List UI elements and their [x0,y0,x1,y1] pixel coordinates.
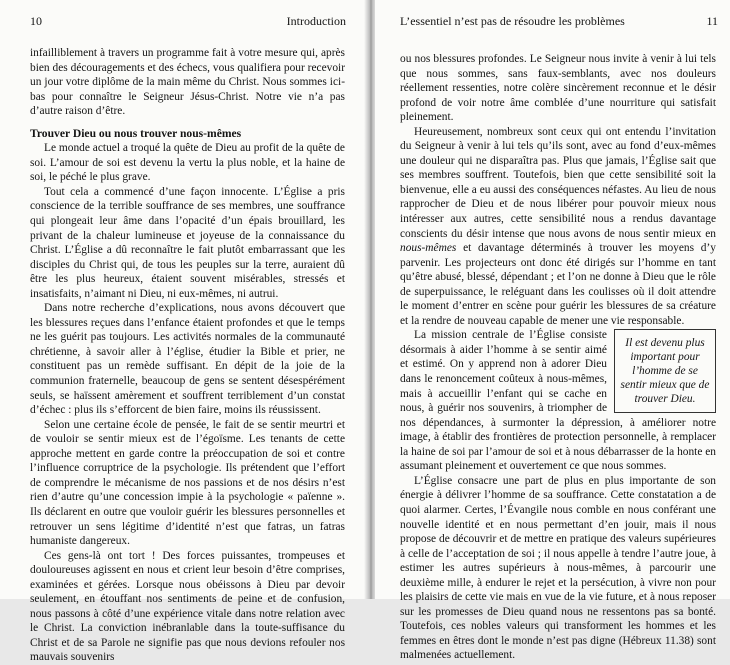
paragraph: Dans notre recherche d’explications, nous avons découvert que les blessures reçues dans l’enfance étaient profondes et que le temps ne les guérit pas toujours. Les activités normales de la communauté chrétienne, à savoir aller à l’église, étudier la Bible et prier, ne constituent pas un remède suffisant. En dépit de la joie de la communion fraternelle, beaucoup de gens se sentent désespérément seuls, se haïssent amèrement et souffrent terriblement d’un constat d’échec : plus ils s’efforcent de bien faire, moins ils réussissent. [30,302,345,417]
paragraph [400,125,716,329]
paragraph: La mission centrale de l’Église consiste désormais à aider l’homme à se sentir aimé et estimé. On y apprend non à adorer Dieu dans le renoncement coûteux à nous-mêmes, mais à accueillir l’enfant qui se cache en nous, à guérir nos souvenirs, à triompher de nos dépendances, à surmonter la dépression, à améliorer notre image, à établir des frontières de protection personnelle, à remplacer la haine de soi par l’amour de soi et à nous débarrasser de la honte en assumant pleinement et ouvertement ce que nous sommes. [400,329,716,473]
paragraph-text: et davantage déterminés à trouver les moyens d’y parvenir. Les projecteurs ont donc été dirigés sur l’homme en tant qu’être abusé, blessé, dépendant ; et l’on ne donne à Dieu que le rôle de superpuissance, le reléguant dans les coulisses où il doit attendre le moment d’entrer en scène pour guérir les blessures de sa créature et la rendre de nouveau capable de mener une vie responsable. [400,242,716,327]
section-heading: Trouver Dieu ou nous trouver nous-mêmes [30,126,242,140]
paragraph: L’Église consacre une part de plus en plus importante de son énergie à délivrer l’homme de sa souffrance. Cette constatation a de quoi alarmer. Certes, l’Évangile nous comble en nous conférant une nouvelle identité et en nous permettant d’en jouir, mais il nous propose de découvrir et de mettre en pratique des valeurs supérieures à celle de l’acceptation de soi ; il nous appelle à tendre l’autre joue, à estimer les autres supérieurs à nous-mêmes, à parcourir une deuxième mille, à endurer le rejet et la persécution, à vivre non pour les plaisirs de cette vie mais en vue de la vie future, et à nous reposer sur les promesses de Dieu quand nous ne ressentons pas sa bonté. Toutefois, ces nobles valeurs qui transforment les hommes et les femmes en êtres dont le monde n’est pas digne (Hébreux 11.38) sont malmenées actuellement. [400,474,716,662]
left-page-number: 10 [30,14,42,28]
paragraph-text: Heureusement, nombreux sont ceux qui ont entendu l’invitation du Seigneur à venir à lui tels qu’ils sont, avec au fond d’eux-mêmes une douleur qui ne disparaîtra pas. Plus que jamais, l’Église sait que ses membres souffrent. Toutefois, bien que cette sensibilité soit la bienvenue, elle a eu aussi des conséquences néfastes. Au lieu de nous rapprocher de Dieu et de nous libérer pour pouvoir mieux nous intéresser aux autres, cette sensibilité nous a rendus davantage conscients du désir intense que nous avons de nous sentir mieux en [400,125,716,240]
paragraph: Tout cela a commencé d’une façon innocente. L’Église a pris conscience de la terrible souffrance de ses membres, une souffrance qui plongeait leur âme dans l’opacité d’un épais brouillard, les privant de la chaleur lumineuse et joyeuse de la connaissance du Christ. L’Église a dû reconnaître le fait plutôt embarrassant que les disciples du Christ qui, de tous les peuples sur la terre, auraient dû être les plus heureux, étaient souvent misérables, stressés et insatisfaits, n’aimant ni Dieu, ni eux-mêmes, ni autrui. [30,185,345,300]
right-page [375,0,730,662]
paragraph: Le monde actuel a troqué la quête de Dieu au profit de la quête de soi. L’amour de soi est devenu la vertu la plus noble, et la haine de soi, le péché le plus grave. [30,142,345,184]
paragraph: Ces gens-là ont tort ! Des forces puissantes, trompeuses et douloureuses agissent en nous et crient leur besoin d’être comprises, examinées et gérées. Lorsque nous obéissons à Dieu par devoir seulement, en étouffant nos sentiments de peine et de confusion, nous passons à côté d’une expérience vitale dans notre relation avec le Christ. La conviction inébranlable dans la toute-suffisance du Christ et de sa Parole ne signifie pas que nous devions refouler nos mauvais souvenirs [30,549,345,664]
paragraph: infailliblement à travers un programme fait à votre mesure qui, après bien des découragements et des échecs, vous qualifiera pour recevoir un jour votre diplôme de la main même du Christ. Nous sommes ici-bas pour connaître le Seigneur Jésus-Christ. Notre vie n’a pas d’autre raison d’être. [30,47,345,118]
paragraph: Selon une certaine école de pensée, le fait de se sentir meurtri et de vouloir se sentir mieux est de l’égoïsme. Les tenants de cette approche mettent en garde contre la préoccupation de soi et contre l’influence corruptrice de la psychologie. Ils prétendent que l’effort de comprendre le mécanisme de nos passions et de nos désirs n’est rien d’autre qu’une concession impie à la psychologie « païenne ». Ils déclarent en outre que vouloir guérir les blessures personnelles et retrouver un sens légitime d’identité n’est que fatras, un fatras humaniste dangereux. [30,418,345,548]
left-page-body [30,46,345,665]
right-page-number: 11 [706,14,718,28]
paragraph: ou nos blessures profondes. Le Seigneur nous invite à venir à lui tels que nous sommes, sans faux-semblants, avec nos douleurs réellement ressenties, notre colère sincèrement reconnue et le désir profond de voir notre âme comblée d’une nourriture qui satisfait pleinement. [400,53,716,124]
pull-quote: Il est devenu plus important pour l’homme de se sentir mieux que de trouver Dieu. [614,329,716,413]
left-running-head: Introduction [286,14,346,28]
emphasis-text: nous-mêmes [400,242,457,255]
right-page-body [400,52,716,663]
right-running-head: L’essentiel n’est pas de résoudre les problèmes [400,14,625,28]
